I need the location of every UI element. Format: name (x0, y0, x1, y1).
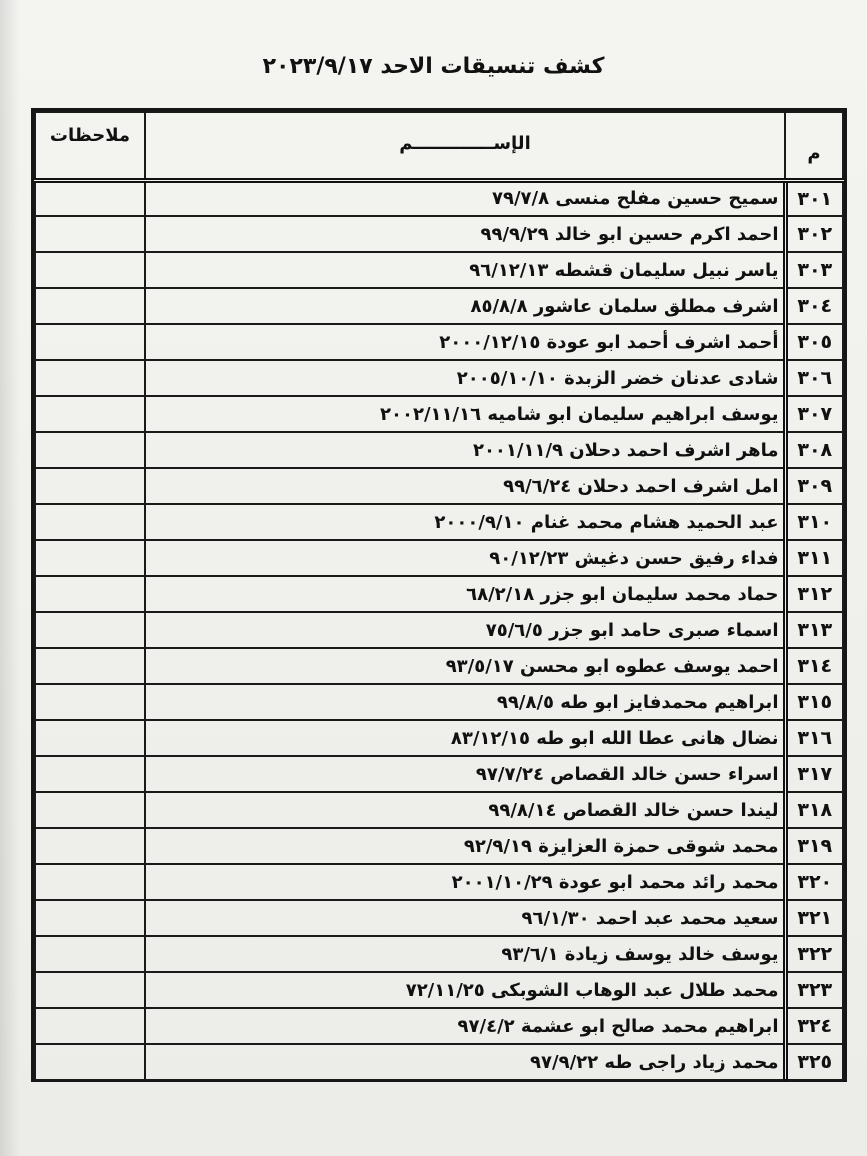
row-name: احمد اكرم حسين ابو خالد ٩٩/٩/٢٩ (145, 216, 785, 252)
table-row (35, 360, 843, 396)
row-number: ٣٠٥ (785, 324, 843, 360)
header-number (785, 112, 843, 180)
table-row (35, 972, 843, 1008)
row-name: اسماء صبرى حامد ابو جزر ٧٥/٦/٥ (145, 612, 785, 648)
header-notes-label: ملاحظات (49, 124, 131, 146)
table-row (35, 828, 843, 864)
row-notes (35, 684, 145, 720)
row-notes (35, 900, 145, 936)
table-row (35, 1008, 843, 1044)
row-notes (35, 432, 145, 468)
row-number: ٣٢٠ (785, 864, 843, 900)
row-name: سميح حسين مفلح منسى ٧٩/٧/٨ (145, 180, 785, 216)
row-name: ماهر اشرف احمد دحلان ٢٠٠١/١١/٩ (145, 432, 785, 468)
row-name: أحمد اشرف أحمد ابو عودة ٢٠٠٠/١٢/١٥ (145, 324, 785, 360)
row-notes (35, 468, 145, 504)
row-notes (35, 288, 145, 324)
table-row (35, 324, 843, 360)
row-name: نضال هانى عطا الله ابو طه ٨٣/١٢/١٥ (145, 720, 785, 756)
page-edge-shadow (0, 0, 20, 1156)
table-row (35, 432, 843, 468)
row-notes (35, 648, 145, 684)
row-name: ياسر نبيل سليمان قشطه ٩٦/١٢/١٣ (145, 252, 785, 288)
row-name: سعيد محمد عبد احمد ٩٦/١/٣٠ (145, 900, 785, 936)
row-name: ابراهيم محمدفايز ابو طه ٩٩/٨/٥ (145, 684, 785, 720)
row-notes (35, 1044, 145, 1080)
row-name: اسراء حسن خالد القصاص ٩٧/٧/٢٤ (145, 756, 785, 792)
row-name: يوسف خالد يوسف زيادة ٩٣/٦/١ (145, 936, 785, 972)
coordination-table (34, 111, 844, 1081)
row-name: فداء رفيق حسن دغيش ٩٠/١٢/٢٣ (145, 540, 785, 576)
row-notes (35, 216, 145, 252)
row-number: ٣٠١ (785, 180, 843, 216)
table-row (35, 612, 843, 648)
row-name: ليندا حسن خالد القصاص ٩٩/٨/١٤ (145, 792, 785, 828)
row-notes (35, 792, 145, 828)
table-row (35, 216, 843, 252)
row-number: ٣٢٤ (785, 1008, 843, 1044)
row-number: ٣٠٣ (785, 252, 843, 288)
header-name (145, 112, 785, 180)
row-number: ٣١١ (785, 540, 843, 576)
table-row (35, 576, 843, 612)
table-header-row (35, 112, 843, 180)
row-number: ٣٠٢ (785, 216, 843, 252)
coordination-table-frame (31, 108, 847, 1082)
row-notes (35, 252, 145, 288)
table-row (35, 792, 843, 828)
row-number: ٣٠٤ (785, 288, 843, 324)
row-number: ٣٠٦ (785, 360, 843, 396)
table-row (35, 756, 843, 792)
row-name: ابراهيم محمد صالح ابو عشمة ٩٧/٤/٢ (145, 1008, 785, 1044)
row-name: امل اشرف احمد دحلان ٩٩/٦/٢٤ (145, 468, 785, 504)
table-row (35, 648, 843, 684)
row-name: يوسف ابراهيم سليمان ابو شاميه ٢٠٠٢/١١/١٦ (145, 396, 785, 432)
table-row (35, 540, 843, 576)
row-name: احمد يوسف عطوه ابو محسن ٩٣/٥/١٧ (145, 648, 785, 684)
row-notes (35, 324, 145, 360)
row-number: ٣٠٩ (785, 468, 843, 504)
row-name: محمد شوقى حمزة العزايزة ٩٢/٩/١٩ (145, 828, 785, 864)
header-notes (35, 112, 145, 180)
row-notes (35, 576, 145, 612)
row-number: ٣١٧ (785, 756, 843, 792)
table-row (35, 864, 843, 900)
row-number: ٣٠٨ (785, 432, 843, 468)
row-name: شادى عدنان خضر الزبدة ٢٠٠٥/١٠/١٠ (145, 360, 785, 396)
row-number: ٣١٣ (785, 612, 843, 648)
row-number: ٣٢٣ (785, 972, 843, 1008)
row-notes (35, 972, 145, 1008)
row-number: ٣٠٧ (785, 396, 843, 432)
table-row (35, 504, 843, 540)
row-number: ٣١٤ (785, 648, 843, 684)
row-notes (35, 396, 145, 432)
table-row (35, 900, 843, 936)
row-number: ٣٢١ (785, 900, 843, 936)
row-name: حماد محمد سليمان ابو جزر ٦٨/٢/١٨ (145, 576, 785, 612)
table-row (35, 252, 843, 288)
table-row (35, 936, 843, 972)
row-number: ٣٢٢ (785, 936, 843, 972)
row-notes (35, 720, 145, 756)
row-number: ٣١٠ (785, 504, 843, 540)
header-name-label: الإســـــــــــــم (399, 132, 531, 154)
table-row (35, 396, 843, 432)
table-row (35, 288, 843, 324)
row-notes (35, 756, 145, 792)
row-notes (35, 612, 145, 648)
row-name: اشرف مطلق سلمان عاشور ٨٥/٨/٨ (145, 288, 785, 324)
row-number: ٣١٨ (785, 792, 843, 828)
row-notes (35, 828, 145, 864)
row-number: ٣١٥ (785, 684, 843, 720)
table-row (35, 468, 843, 504)
row-notes (35, 1008, 145, 1044)
table-row (35, 684, 843, 720)
table-row (35, 180, 843, 216)
row-notes (35, 540, 145, 576)
row-number: ٣١٢ (785, 576, 843, 612)
table-row (35, 720, 843, 756)
row-number: ٣٢٥ (785, 1044, 843, 1080)
row-notes (35, 360, 145, 396)
row-notes (35, 504, 145, 540)
row-name: محمد رائد محمد ابو عودة ٢٠٠١/١٠/٢٩ (145, 864, 785, 900)
row-name: محمد طلال عبد الوهاب الشوبكى ٧٢/١١/٢٥ (145, 972, 785, 1008)
row-notes (35, 864, 145, 900)
row-notes (35, 936, 145, 972)
row-number: ٣١٦ (785, 720, 843, 756)
table-body (35, 180, 843, 1080)
page-title: كشف تنسيقات الاحد ٢٠٢٣/٩/١٧ (262, 54, 605, 79)
row-name: محمد زياد راجى طه ٩٧/٩/٢٢ (145, 1044, 785, 1080)
row-name: عبد الحميد هشام محمد غنام ٢٠٠٠/٩/١٠ (145, 504, 785, 540)
row-number: ٣١٩ (785, 828, 843, 864)
table-row (35, 1044, 843, 1080)
header-number-label: م (807, 142, 821, 164)
row-notes (35, 180, 145, 216)
